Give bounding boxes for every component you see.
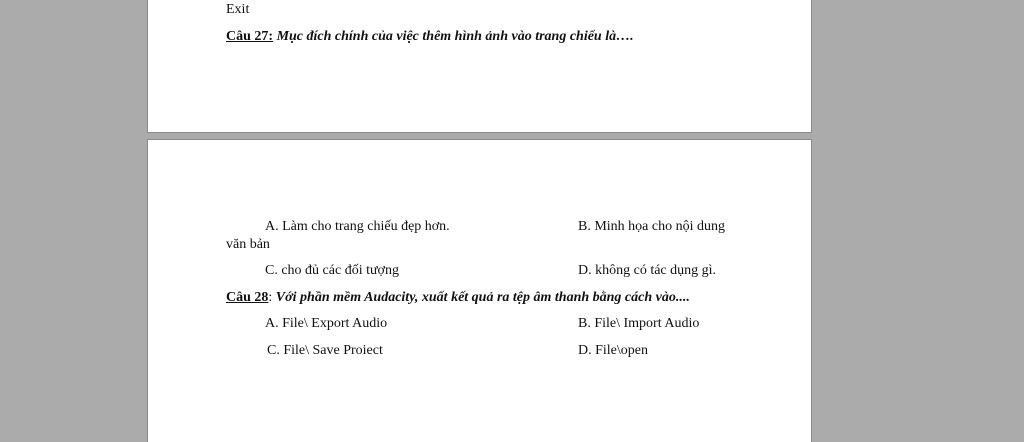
q27-answer-d: D. không có tác dụng gì. bbox=[578, 263, 717, 278]
q27-answer-a: A. Làm cho trang chiếu đẹp hơn. bbox=[265, 219, 450, 234]
question-28-text: Với phần mềm Audacity, xuất kết quả ra tệp âm thanh bằng cách vào.... bbox=[275, 290, 690, 305]
q28-answer-c: C. File\ Save Proiect bbox=[267, 343, 383, 358]
question-27 bbox=[226, 29, 634, 45]
q27-answer-c: C. cho đủ các đối tượng bbox=[265, 263, 399, 278]
q27-answer-b-wrap: văn bản bbox=[226, 237, 270, 252]
question-27-label: Câu 27: bbox=[226, 29, 274, 44]
q28-answer-d: D. File\open bbox=[578, 343, 648, 358]
q28-answer-b: B. File\ Import Audio bbox=[578, 316, 700, 331]
question-28-separator: : bbox=[268, 290, 276, 305]
q28-answer-a: A. File\ Export Audio bbox=[265, 316, 388, 331]
question-28-label: Câu 28 bbox=[226, 290, 269, 305]
question-27-text: Mục đích chính của việc thêm hình ảnh vào trang chiếu là…. bbox=[273, 29, 634, 44]
document-page-2 bbox=[147, 139, 812, 442]
document-page-1 bbox=[147, 0, 812, 133]
question-28 bbox=[226, 290, 690, 306]
q27-answer-b: B. Minh họa cho nội dung bbox=[578, 219, 725, 234]
exit-line: Exit bbox=[226, 2, 250, 17]
